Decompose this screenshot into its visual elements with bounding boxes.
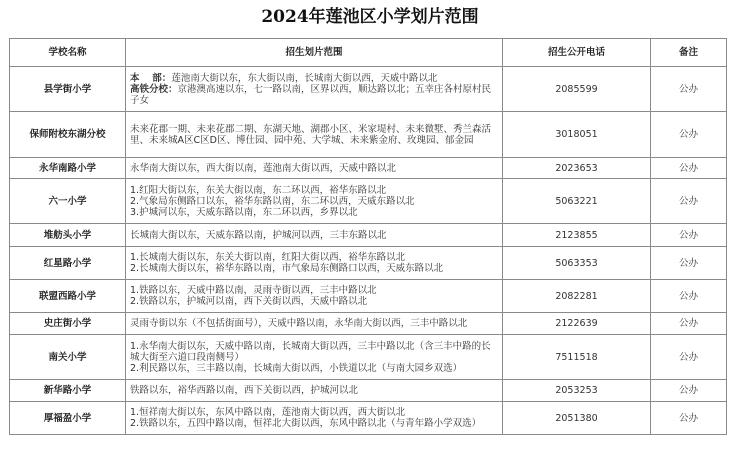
zoning-area: [126, 247, 503, 280]
table-row: [10, 380, 727, 402]
area-line: [130, 341, 498, 363]
zoning-area: [126, 380, 503, 402]
remark: 公办: [651, 224, 727, 247]
table-row: [10, 67, 727, 112]
zoning-area: [126, 280, 503, 313]
area-line: [130, 196, 498, 207]
school-name: 六一小学: [10, 179, 126, 224]
area-line: [130, 418, 498, 429]
area-text: 未来花郡一期、未来花郡二期、东湖天地、湖郡小区、米家堤村、未来微墅、秀兰森活里、未来城A区C区D区、博仕园、园中苑、大学城、未来紫金府、玫瑰园、郁金园: [130, 123, 492, 146]
table-row: [10, 313, 727, 335]
area-text: 灵雨寺街以东（不包括街面号），天威中路以南，永华南大街以西，三丰中路以北: [130, 318, 468, 329]
school-name: 保师附校东湖分校: [10, 112, 126, 158]
area-line: [130, 124, 498, 146]
area-line: [130, 230, 498, 241]
remark: 公办: [651, 280, 727, 313]
remark: 公办: [651, 179, 727, 224]
enrollment-phone: 2085599: [503, 67, 651, 112]
area-text: 铁路以东，裕华西路以南，西下关街以西，护城河以北: [130, 385, 359, 396]
school-name: 堆舫头小学: [10, 224, 126, 247]
table-row: [10, 247, 727, 280]
remark: 公办: [651, 335, 727, 380]
area-line: [130, 385, 498, 396]
school-name: 史庄街小学: [10, 313, 126, 335]
school-name: 新华路小学: [10, 380, 126, 402]
enrollment-phone: 2023653: [503, 158, 651, 179]
remark: 公办: [651, 380, 727, 402]
school-name: 南关小学: [10, 335, 126, 380]
enrollment-phone: 5063353: [503, 247, 651, 280]
header-note: 备注: [651, 39, 727, 67]
header-school: 学校名称: [10, 39, 126, 67]
enrollment-phone: 5063221: [503, 179, 651, 224]
table-row: [10, 280, 727, 313]
area-line: [130, 163, 498, 174]
school-name: 厚福盈小学: [10, 402, 126, 435]
area-line: [130, 296, 498, 307]
area-text: 1.长城南大街以东，东关大街以南，红阳大街以西，裕华东路以北: [130, 252, 406, 263]
area-text: 永华南大街以东，西大街以南，莲池南大街以西，天威中路以北: [130, 162, 397, 174]
area-text: 3.护城河以东，天威东路以南，东二环以西，乡界以北: [130, 206, 358, 218]
table-row: [10, 402, 727, 435]
campus-label: 高铁分校：: [130, 83, 178, 95]
area-line: [130, 252, 498, 263]
area-text: 长城南大街以东，天威东路以南，护城河以西，三丰东路以北: [130, 229, 387, 241]
table-row: [10, 158, 727, 179]
enrollment-phone: 7511518: [503, 335, 651, 380]
table-row: [10, 179, 727, 224]
area-text: 2.利民路以东，三丰路以南，长城南大街以西，小铁道以北（与南大园乡双选）: [130, 362, 463, 374]
remark: 公办: [651, 247, 727, 280]
school-name: 联盟西路小学: [10, 280, 126, 313]
area-line: [130, 207, 498, 218]
table-body: [10, 67, 727, 435]
zoning-area: [126, 313, 503, 335]
enrollment-phone: 2053253: [503, 380, 651, 402]
table-row: [10, 335, 727, 380]
school-name: 永华南路小学: [10, 158, 126, 179]
zoning-area: [126, 67, 503, 112]
area-line: [130, 73, 498, 84]
table-header-row: [10, 39, 727, 67]
table-row: [10, 224, 727, 247]
zoning-area: [126, 179, 503, 224]
area-line: [130, 318, 498, 329]
zoning-area: [126, 335, 503, 380]
enrollment-phone: 2051380: [503, 402, 651, 435]
area-text: 1.铁路以东，天威中路以南，灵雨寺街以西，三丰中路以北: [130, 285, 377, 296]
area-text: 2.气象局东侧路口以东，裕华东路以南，东二环以西，天威东路以北: [130, 195, 415, 207]
header-phone: 招生公开电话: [503, 39, 651, 67]
header-area: 招生划片范围: [126, 39, 503, 67]
school-zoning-table: [9, 38, 727, 435]
area-text: 2.长城南大街以东，裕华东路以南，市气象局东侧路口以西，天威东路以北: [130, 263, 444, 274]
remark: 公办: [651, 313, 727, 335]
area-text: 2.铁路以东，五四中路以南，恒祥北大街以西，东风中路以北（与青年路小学双选）: [130, 418, 482, 429]
area-line: [130, 285, 498, 296]
area-text: 2.铁路以东，护城河以南，西下关街以西，天威中路以北: [130, 296, 368, 307]
area-text: 1.恒祥南大街以东，东风中路以南，莲池南大街以西，西大街以北: [130, 407, 406, 418]
remark: 公办: [651, 112, 727, 158]
area-line: [130, 84, 498, 106]
area-text: 京港澳高速以东，七一路以南，区界以西，顺达路以北；五幸庄各村原村民子女: [130, 83, 492, 106]
school-name: 县学街小学: [10, 67, 126, 112]
remark: 公办: [651, 67, 727, 112]
remark: 公办: [651, 158, 727, 179]
area-text: 1.红阳大街以东，东关大街以南，东二环以西，裕华东路以北: [130, 184, 387, 196]
zoning-area: [126, 158, 503, 179]
area-line: [130, 263, 498, 274]
page-title: 2024年莲池区小学划片范围: [261, 7, 479, 27]
school-name: 红星路小学: [10, 247, 126, 280]
area-line: [130, 185, 498, 196]
zoning-area: [126, 112, 503, 158]
area-line: [130, 407, 498, 418]
area-text: 莲池南大街以东，东大街以南，长城南大街以西，天威中路以北: [171, 72, 438, 84]
table-row: [10, 112, 727, 158]
enrollment-phone: 3018051: [503, 112, 651, 158]
enrollment-phone: 2123855: [503, 224, 651, 247]
remark: 公办: [651, 402, 727, 435]
enrollment-phone: 2082281: [503, 280, 651, 313]
area-text: 1.永华南大街以东，天威中路以南，长城南大街以西，三丰中路以北（含三丰中路的长城大街至六道口段南侧号）: [130, 340, 491, 363]
zoning-area: [126, 402, 503, 435]
area-line: [130, 363, 498, 374]
enrollment-phone: 2122639: [503, 313, 651, 335]
zoning-area: [126, 224, 503, 247]
campus-label: 本 部：: [130, 72, 172, 84]
